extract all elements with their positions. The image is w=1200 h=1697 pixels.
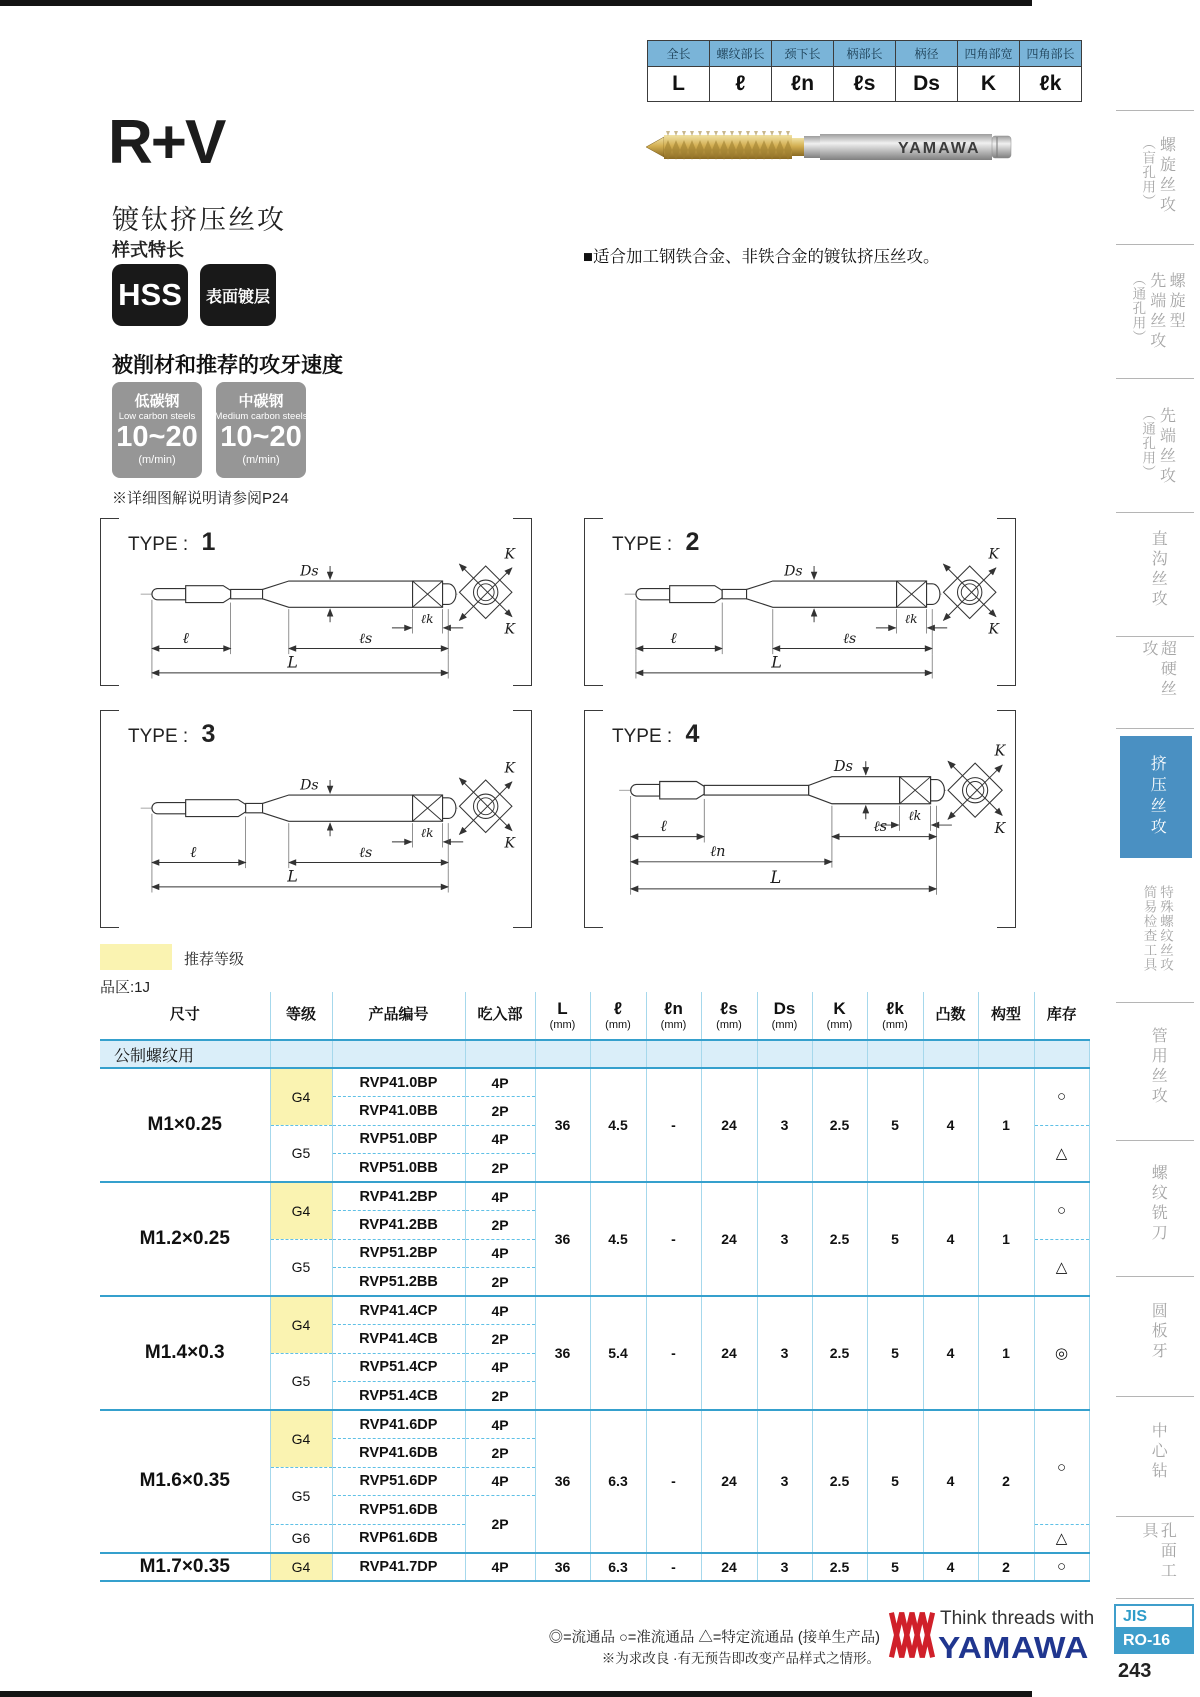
td-val: 3 — [757, 1296, 812, 1410]
section-cell — [867, 1040, 923, 1068]
footer-stock-legend-block — [480, 1626, 880, 1667]
surface-coating-badge: 表面镀层 — [200, 264, 276, 326]
td-code: RVP41.6DP — [332, 1410, 465, 1439]
legend-header-row — [648, 41, 1082, 67]
speed-box-low-carbon — [112, 382, 202, 478]
td-val: 3 — [757, 1553, 812, 1582]
series-note: 品区:1J — [100, 979, 151, 996]
td-code: RVP51.2BB — [332, 1268, 465, 1297]
svg-text:ℓ: ℓ — [660, 816, 667, 835]
td-chamfer: 4P — [465, 1239, 535, 1268]
td-val: 2.5 — [812, 1553, 867, 1582]
td-chamfer: 4P — [465, 1182, 535, 1211]
tab-text: 简易检查工具 — [1141, 884, 1157, 972]
legend-header: 柄部长 — [834, 41, 896, 67]
col-header-type: 构型 — [978, 992, 1034, 1040]
type2-diagram-box — [584, 518, 1016, 686]
legend-header: 全长 — [648, 41, 710, 67]
tab-text: 特殊螺纹丝攻 — [1158, 884, 1174, 972]
tab-text: 超硬丝攻 — [1140, 640, 1176, 700]
section-cell — [812, 1040, 867, 1068]
svg-text:K: K — [988, 546, 999, 563]
td-val: 6.3 — [590, 1553, 646, 1582]
svg-text:ℓs: ℓs — [359, 630, 373, 647]
td-chamfer: 2P — [465, 1211, 535, 1240]
section-label: 公制螺纹用 — [100, 1040, 270, 1068]
col-header-ln: ℓn (mm) — [646, 992, 701, 1040]
material-name-cn: 低碳钢 — [134, 393, 180, 411]
td-grade: G5 — [270, 1239, 332, 1296]
td-code: RVP41.0BB — [332, 1097, 465, 1126]
tab-text: 管用丝攻 — [1149, 1027, 1167, 1107]
ro-code-label: RO-16 — [1114, 1629, 1194, 1654]
hss-badge: HSS — [112, 264, 188, 326]
sidebar-separator — [1116, 378, 1194, 379]
col-header-size: 尺寸 — [100, 992, 270, 1040]
section-cell — [332, 1040, 465, 1068]
td-chamfer: 2P — [465, 1439, 535, 1468]
section-cell — [465, 1040, 535, 1068]
td-val: 4 — [923, 1068, 978, 1182]
svg-text:L: L — [287, 652, 298, 672]
bottom-black-bar — [0, 1691, 1032, 1697]
sidebar-separator — [1116, 728, 1194, 729]
td-val: 24 — [701, 1410, 757, 1553]
dimension-legend-table — [647, 40, 1082, 102]
col-header-grade: 等级 — [270, 992, 332, 1040]
svg-text:ℓk: ℓk — [421, 612, 434, 627]
td-grade: G5 — [270, 1125, 332, 1182]
type2-drawing — [592, 536, 1008, 686]
td-val: 24 — [701, 1182, 757, 1296]
td-chamfer: 2P — [465, 1325, 535, 1354]
td-val: 4.5 — [590, 1182, 646, 1296]
sidebar-tab-thread-mill[interactable] — [1122, 1146, 1192, 1262]
svg-text:ℓs: ℓs — [873, 818, 888, 835]
type-number: 3 — [201, 720, 216, 748]
td-val: 4 — [923, 1182, 978, 1296]
td-val: 2 — [978, 1553, 1034, 1582]
td-val: 4 — [923, 1296, 978, 1410]
type-prefix: TYPE : — [612, 726, 678, 747]
sidebar-tab-spiral-tap-blind[interactable] — [1122, 118, 1192, 234]
section-cell — [1034, 1040, 1089, 1068]
td-stock: △ — [1034, 1524, 1089, 1553]
td-val: 36 — [535, 1068, 590, 1182]
td-chamfer: 4P — [465, 1553, 535, 1582]
td-code: RVP41.2BB — [332, 1211, 465, 1240]
td-chamfer: 4P — [465, 1353, 535, 1382]
type3-drawing — [108, 750, 524, 900]
svg-text:ℓk: ℓk — [905, 612, 918, 627]
legend-symbol-row — [648, 67, 1082, 102]
tab-text: 先端丝攻 — [1157, 407, 1175, 487]
svg-text:L: L — [287, 866, 298, 886]
td-size: M1.7×0.35 — [100, 1553, 270, 1582]
td-val: 24 — [701, 1296, 757, 1410]
table-row — [100, 1296, 1089, 1325]
td-code: RVP51.2BP — [332, 1239, 465, 1268]
type-prefix: TYPE : — [128, 534, 194, 555]
material-name-en: Medium carbon steels — [214, 410, 308, 422]
svg-text:ℓk: ℓk — [421, 826, 434, 841]
table-row — [100, 1553, 1089, 1582]
sidebar-separator — [1116, 1276, 1194, 1277]
col-header-ls: ℓs (mm) — [701, 992, 757, 1040]
col-header-K: K (mm) — [812, 992, 867, 1040]
sidebar-tab-straight-fl-tap[interactable] — [1122, 520, 1192, 620]
type3-diagram-box — [100, 710, 532, 928]
sidebar-separator — [1116, 1002, 1194, 1003]
sidebar-tab-forming-tap-active[interactable] — [1120, 736, 1192, 858]
sidebar-tab-center-drill[interactable] — [1122, 1402, 1192, 1502]
col-header-l: ℓ (mm) — [590, 992, 646, 1040]
sidebar-tab-hole-tools[interactable] — [1122, 1522, 1192, 1596]
td-code: RVP51.0BP — [332, 1125, 465, 1154]
td-stock: △ — [1034, 1125, 1089, 1182]
product-model-title: R+V — [108, 108, 225, 177]
col-header-lobes: 凸数 — [923, 992, 978, 1040]
speed-unit: (m/min) — [138, 453, 176, 466]
legend-symbol: ℓs — [834, 67, 896, 102]
recommend-grade-label: 推荐等级 — [184, 951, 245, 968]
td-chamfer: 2P — [465, 1154, 535, 1183]
col-header-code: 产品编号 — [332, 992, 465, 1040]
product-photo — [640, 114, 1015, 180]
td-val: 5 — [867, 1068, 923, 1182]
svg-text:ℓ: ℓ — [182, 628, 189, 647]
svg-text:K: K — [994, 743, 1006, 760]
spec-table — [100, 992, 1090, 1582]
td-size: M1.2×0.25 — [100, 1182, 270, 1296]
sidebar-separator — [1116, 110, 1194, 111]
td-grade: G5 — [270, 1467, 332, 1524]
legend-header: 颈下长 — [772, 41, 834, 67]
legend-symbol: ℓ — [710, 67, 772, 102]
td-val: 2 — [978, 1410, 1034, 1553]
sidebar-tab-special-thread-tools[interactable] — [1122, 866, 1192, 990]
td-stock: ○ — [1034, 1182, 1089, 1239]
legend-header: 四角部长 — [1020, 41, 1082, 67]
brand-tagline: Think threads with — [940, 1608, 1095, 1629]
type-number: 4 — [685, 720, 700, 748]
legend-header: 柄径 — [896, 41, 958, 67]
tab-text: 先端丝攻 — [1147, 272, 1165, 352]
td-chamfer: 2P — [465, 1097, 535, 1126]
speed-unit: (m/min) — [242, 453, 280, 466]
td-grade: G4 — [270, 1182, 332, 1239]
top-black-bar — [0, 0, 1032, 6]
speed-boxes — [112, 382, 306, 478]
svg-text:Ds: Ds — [300, 563, 319, 580]
sidebar-separator — [1116, 512, 1194, 513]
svg-text:L: L — [771, 652, 782, 672]
section-cell — [757, 1040, 812, 1068]
td-grade: G4 — [270, 1410, 332, 1467]
td-size: M1×0.25 — [100, 1068, 270, 1182]
table-row — [100, 1182, 1089, 1211]
td-val: 3 — [757, 1410, 812, 1553]
sidebar-separator — [1116, 636, 1194, 637]
td-val: 5 — [867, 1410, 923, 1553]
jis-standard-box — [1114, 1604, 1194, 1654]
sidebar-tab-point-tap-through[interactable] — [1122, 390, 1192, 504]
legend-symbol: ℓk — [1020, 67, 1082, 102]
speed-range: 10~20 — [116, 421, 198, 453]
svg-text:ℓn: ℓn — [710, 844, 726, 861]
td-val: 4.5 — [590, 1068, 646, 1182]
section-cell — [646, 1040, 701, 1068]
td-val: - — [646, 1182, 701, 1296]
table-header-row — [100, 992, 1089, 1040]
type-prefix: TYPE : — [128, 726, 194, 747]
td-val: 2.5 — [812, 1410, 867, 1553]
sidebar-separator — [1116, 244, 1194, 245]
speed-range: 10~20 — [220, 421, 302, 453]
td-val: 2.5 — [812, 1182, 867, 1296]
section-cell — [270, 1040, 332, 1068]
legend-symbol: Ds — [896, 67, 958, 102]
td-stock: ◎ — [1034, 1296, 1089, 1410]
sidebar-separator — [1116, 1140, 1194, 1141]
td-size: M1.4×0.3 — [100, 1296, 270, 1410]
sidebar-tab-point-tap-spiral-through[interactable] — [1122, 254, 1192, 370]
td-grade: G5 — [270, 1353, 332, 1410]
svg-text:Ds: Ds — [300, 777, 319, 794]
col-header-lk: ℓk (mm) — [867, 992, 923, 1040]
td-code: RVP51.0BB — [332, 1154, 465, 1183]
section-cell — [701, 1040, 757, 1068]
td-val: 24 — [701, 1553, 757, 1582]
td-chamfer: 4P — [465, 1467, 535, 1496]
td-stock: ○ — [1034, 1410, 1089, 1524]
material-name-cn: 中碳钢 — [238, 393, 284, 411]
material-name-en: Low carbon steels — [118, 410, 196, 422]
product-subtitle: 镀钛挤压丝攻 — [112, 205, 286, 235]
section-cell — [978, 1040, 1034, 1068]
svg-text:ℓs: ℓs — [843, 630, 857, 647]
td-grade: G6 — [270, 1524, 332, 1553]
td-val: 24 — [701, 1068, 757, 1182]
col-header-L: L (mm) — [535, 992, 590, 1040]
detail-reference-note: ※详细图解说明请参阅P24 — [112, 490, 289, 507]
section-cell — [535, 1040, 590, 1068]
td-val: 2.5 — [812, 1068, 867, 1182]
tab-subtext: （盲孔用） — [1140, 136, 1156, 209]
td-chamfer: 4P — [465, 1296, 535, 1325]
footer-disclaimer: ※为求改良 ·有无预告即改变产品样式之情形。 — [601, 1651, 880, 1666]
speed-section-title: 被削材和推荐的攻牙速度 — [112, 354, 343, 377]
td-code: RVP51.4CB — [332, 1382, 465, 1411]
type3-label — [128, 720, 215, 749]
sidebar-tab-carbide-tap[interactable] — [1122, 640, 1192, 714]
tab-text: 圆板牙 — [1149, 1302, 1167, 1362]
td-chamfer: 2P — [465, 1496, 535, 1553]
jis-label: JIS — [1114, 1604, 1194, 1629]
legend-header: 四角部宽 — [958, 41, 1020, 67]
td-code: RVP41.0BP — [332, 1068, 465, 1097]
type-number: 2 — [685, 528, 700, 556]
td-stock: △ — [1034, 1239, 1089, 1296]
td-code: RVP51.6DP — [332, 1467, 465, 1496]
tab-subtext: （通孔用） — [1140, 407, 1156, 480]
td-val: 36 — [535, 1553, 590, 1582]
section-cell — [923, 1040, 978, 1068]
td-stock: ○ — [1034, 1068, 1089, 1125]
tab-text: 中心钻 — [1149, 1422, 1167, 1482]
legend-symbol: ℓn — [772, 67, 834, 102]
svg-text:Ds: Ds — [784, 563, 803, 580]
svg-text:K: K — [504, 546, 515, 563]
tab-text: 螺旋型 — [1167, 272, 1185, 332]
td-val: 1 — [978, 1296, 1034, 1410]
td-chamfer: 4P — [465, 1410, 535, 1439]
td-code: RVP41.4CB — [332, 1325, 465, 1354]
td-code: RVP41.2BP — [332, 1182, 465, 1211]
td-val: 1 — [978, 1068, 1034, 1182]
tab-text: 直沟丝攻 — [1149, 530, 1167, 610]
col-header-Ds: Ds (mm) — [757, 992, 812, 1040]
svg-text:Ds: Ds — [833, 758, 853, 775]
table-row — [100, 1068, 1089, 1097]
svg-text:K: K — [504, 835, 515, 852]
svg-text:ℓ: ℓ — [670, 628, 677, 647]
style-label: 样式特长 — [112, 240, 184, 260]
td-val: - — [646, 1068, 701, 1182]
type4-drawing — [592, 732, 1008, 921]
type4-diagram-box — [584, 710, 1016, 928]
svg-text:K: K — [504, 760, 515, 777]
td-val: - — [646, 1410, 701, 1553]
legend-header: 螺纹部长 — [710, 41, 772, 67]
svg-text:ℓk: ℓk — [908, 808, 922, 824]
td-val: 5 — [867, 1182, 923, 1296]
td-val: 5 — [867, 1296, 923, 1410]
td-val: 6.3 — [590, 1410, 646, 1553]
td-val: 3 — [757, 1068, 812, 1182]
sidebar-tab-pipe-tap[interactable] — [1122, 1008, 1192, 1126]
td-chamfer: 2P — [465, 1382, 535, 1411]
page-number: 243 — [1118, 1660, 1152, 1682]
td-val: 3 — [757, 1182, 812, 1296]
td-val: 4 — [923, 1553, 978, 1582]
tab-subtext: （通孔用） — [1130, 272, 1146, 345]
tab-text: 螺纹铣刀 — [1149, 1164, 1167, 1244]
sidebar-separator — [1116, 1598, 1194, 1599]
svg-text:ℓ: ℓ — [190, 842, 197, 861]
td-val: 4 — [923, 1410, 978, 1553]
col-header-stock: 库存 — [1034, 992, 1089, 1040]
svg-text:L: L — [770, 868, 782, 888]
td-code: RVP41.4CP — [332, 1296, 465, 1325]
td-code: RVP61.6DB — [332, 1524, 465, 1553]
speed-box-medium-carbon — [216, 382, 306, 478]
brand-name: YAMAWA — [938, 1630, 1089, 1665]
recommend-grade-swatch — [100, 944, 172, 970]
td-stock: ○ — [1034, 1553, 1089, 1582]
td-grade: G4 — [270, 1553, 332, 1582]
table-row — [100, 1410, 1089, 1439]
section-row — [100, 1040, 1089, 1068]
td-val: - — [646, 1296, 701, 1410]
sidebar-separator — [1116, 1396, 1194, 1397]
type-prefix: TYPE : — [612, 534, 678, 555]
td-grade: G4 — [270, 1068, 332, 1125]
stock-symbol-legend: ◎=流通品 ○=准流通品 △=特定流通品 (接单生产品) — [548, 1630, 880, 1646]
td-size: M1.6×0.35 — [100, 1410, 270, 1553]
sidebar-separator — [1116, 1516, 1194, 1517]
td-val: - — [646, 1553, 701, 1582]
legend-symbol: L — [648, 67, 710, 102]
td-val: 1 — [978, 1182, 1034, 1296]
svg-text:K: K — [994, 820, 1006, 837]
td-val: 2.5 — [812, 1296, 867, 1410]
td-val: 5 — [867, 1553, 923, 1582]
td-chamfer: 4P — [465, 1068, 535, 1097]
tab-text: 螺旋丝攻 — [1157, 136, 1175, 216]
svg-text:ℓs: ℓs — [359, 844, 373, 861]
type-number: 1 — [201, 528, 216, 556]
td-code: RVP41.6DB — [332, 1439, 465, 1468]
td-code: RVP51.6DB — [332, 1496, 465, 1525]
product-description: ■适合加工钢铁合金、非铁合金的镀钛挤压丝攻。 — [583, 248, 940, 266]
td-val: 36 — [535, 1296, 590, 1410]
badge-row — [112, 264, 276, 326]
tab-text: 孔面工具 — [1140, 1522, 1176, 1582]
legend-symbol: K — [958, 67, 1020, 102]
td-val: 36 — [535, 1182, 590, 1296]
section-cell — [590, 1040, 646, 1068]
svg-text:K: K — [504, 621, 515, 638]
yamawa-logo-mark — [888, 1606, 936, 1664]
tab-text: 挤压丝攻 — [1148, 755, 1166, 839]
td-chamfer: 2P — [465, 1268, 535, 1297]
sidebar-tab-round-die[interactable] — [1122, 1282, 1192, 1382]
type1-drawing — [108, 536, 524, 686]
td-grade: G4 — [270, 1296, 332, 1353]
col-header-chamfer: 吃入部 — [465, 992, 535, 1040]
td-code: RVP51.4CP — [332, 1353, 465, 1382]
photo-brand-text: YAMAWA — [898, 140, 981, 157]
td-val: 36 — [535, 1410, 590, 1553]
td-code: RVP41.7DP — [332, 1553, 465, 1582]
td-chamfer: 4P — [465, 1125, 535, 1154]
svg-text:K: K — [988, 621, 999, 638]
td-val: 5.4 — [590, 1296, 646, 1410]
type1-diagram-box — [100, 518, 532, 686]
